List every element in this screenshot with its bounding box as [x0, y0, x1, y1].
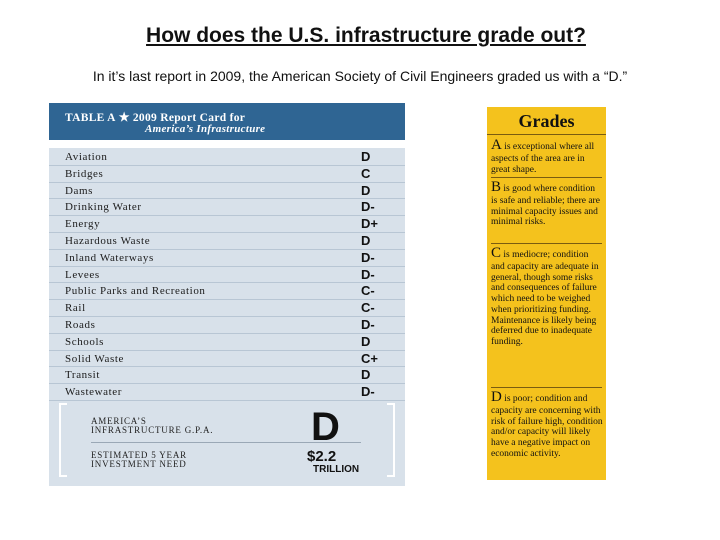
investment-label-line2: INVESTMENT NEED [91, 459, 187, 469]
summary-box [59, 399, 395, 481]
category-label: Public Parks and Recreation [65, 285, 206, 298]
category-label: Solid Waste [65, 352, 124, 365]
header-gap [49, 140, 405, 148]
legend-divider [491, 243, 602, 244]
grade-row [49, 216, 405, 233]
bracket-left [59, 403, 67, 477]
investment-amount: $2.2 [307, 448, 337, 465]
legend-letter-a: A [491, 137, 502, 153]
grade-row [49, 367, 405, 384]
category-grade: D [361, 232, 371, 248]
legend-grade-b [491, 179, 603, 228]
category-label: Dams [65, 184, 94, 197]
category-grade: C+ [361, 350, 378, 366]
grade-row [49, 334, 405, 351]
gpa-label [91, 417, 213, 435]
category-grade: D [361, 333, 371, 349]
category-label: Inland Waterways [65, 251, 154, 264]
category-grade: D- [361, 249, 375, 265]
grade-row [49, 166, 405, 183]
slide-subtitle: In it’s last report in 2009, the American Society of Civil Engineers graded us with a “D.” [92, 68, 628, 84]
category-grade: D [361, 367, 371, 383]
category-label: Schools [65, 335, 105, 348]
category-grade: D [361, 182, 371, 198]
investment-label-line1: ESTIMATED 5 YEAR [91, 450, 187, 460]
legend-text-a: is exceptional where all aspects of the area are in great shape. [491, 142, 595, 175]
category-label: Roads [65, 318, 96, 331]
investment-unit: TRILLION [313, 464, 360, 475]
legend-title-divider [487, 134, 606, 135]
grade-rows [49, 149, 405, 401]
grade-row [49, 351, 405, 368]
legend-letter-b: B [491, 179, 502, 195]
legend-text-c: is mediocre; condition and capacity are adequate in general, though some risks and consequences of failure which need to be weighed when prioritizing funding. Maintenance is likely being deferred due to inadequate funding. [491, 250, 599, 347]
overall-grade: D [311, 405, 340, 449]
gpa-label-line2: INFRASTRUCTURE G.P.A. [91, 425, 214, 435]
grade-row [49, 267, 405, 284]
legend-letter-d: D [491, 389, 502, 405]
legend-grade-c [491, 245, 603, 348]
category-label: Aviation [65, 151, 108, 163]
report-card-title: 2009 Report Card for [132, 112, 246, 124]
category-grade: D+ [361, 216, 378, 232]
category-label: Hazardous Waste [65, 234, 151, 247]
category-grade: D- [361, 384, 375, 400]
legend-grade-a [491, 137, 603, 175]
grade-row [49, 199, 405, 216]
legend-text-d: is poor; condition and capacity are concerning with risk of failure high, condition and/or capacity will likely have a negative impact on economic activity. [491, 394, 603, 459]
category-grade: C [361, 165, 371, 181]
grade-row [49, 317, 405, 334]
legend-divider [491, 387, 602, 388]
category-grade: D [361, 149, 371, 164]
grade-row [49, 149, 405, 166]
legend-letter-c: C [491, 245, 502, 261]
report-card-subtitle: America’s Infrastructure [145, 123, 266, 135]
category-label: Levees [65, 268, 100, 281]
table-label: TABLE A [65, 112, 116, 124]
report-card-table [49, 103, 405, 486]
grade-row [49, 183, 405, 200]
gpa-label-line1: AMERICA’S [91, 416, 147, 426]
category-label: Bridges [65, 167, 104, 180]
legend-text-b: is good where condition is safe and reliable; there are minimal capacity issues and minimal risks. [491, 184, 600, 228]
grade-row [49, 250, 405, 267]
investment-label [91, 451, 187, 469]
slide-title: How does the U.S. infrastructure grade out? [146, 24, 586, 47]
star-icon: ★ [118, 110, 130, 124]
report-card-header [49, 103, 405, 140]
category-grade: C- [361, 283, 375, 299]
category-grade: C- [361, 300, 375, 316]
grade-row [49, 283, 405, 300]
grades-legend [487, 107, 606, 480]
category-label: Drinking Water [65, 201, 142, 214]
bracket-right [387, 403, 395, 477]
category-label: Energy [65, 218, 101, 231]
legend-grade-d [491, 389, 603, 460]
category-label: Wastewater [65, 386, 123, 399]
legend-title: Grades [518, 111, 575, 131]
legend-divider [491, 177, 602, 178]
category-label: Rail [65, 302, 86, 315]
grade-row [49, 300, 405, 317]
grade-row [49, 233, 405, 250]
category-grade: D- [361, 199, 375, 215]
category-grade: D- [361, 316, 375, 332]
category-grade: D- [361, 266, 375, 282]
category-label: Transit [65, 369, 100, 382]
